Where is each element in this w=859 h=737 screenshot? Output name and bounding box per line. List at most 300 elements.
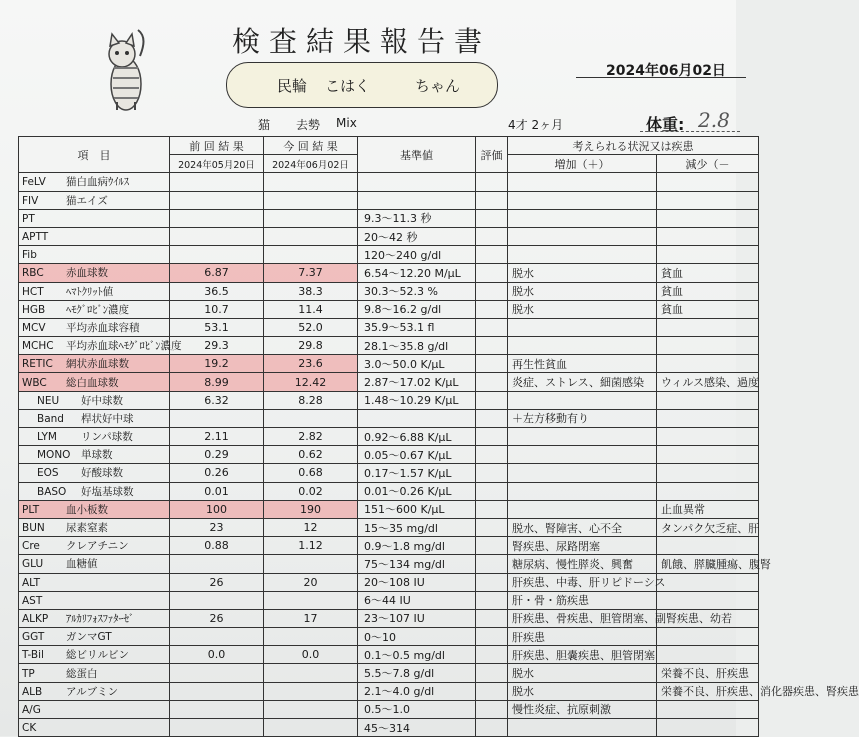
ref-cell <box>358 318 476 336</box>
item-cell <box>19 373 170 391</box>
item-name: 総蛋白 <box>66 667 98 680</box>
decrease-cell <box>657 464 759 482</box>
table-row <box>19 719 759 737</box>
ref-range: 35.9～53.1 <box>364 321 424 335</box>
eval-cell <box>476 664 508 682</box>
item-cell <box>19 446 170 464</box>
ref-cell <box>358 664 476 682</box>
ref-cell <box>358 428 476 446</box>
ref-cell <box>358 209 476 227</box>
prev-value: 100 <box>206 502 227 516</box>
item-abbr: GLU <box>22 558 44 571</box>
patient-breed: Mix <box>336 116 357 130</box>
curr-value-cell <box>264 300 358 318</box>
ref-range: 151～600 <box>364 503 417 517</box>
item-abbr: MCV <box>22 321 46 334</box>
item-cell <box>19 628 170 646</box>
ref-unit: g/dl <box>427 339 449 353</box>
item-cell <box>19 591 170 609</box>
prev-value-cell <box>170 446 264 464</box>
increase-cell <box>508 664 657 682</box>
item-cell <box>19 246 170 264</box>
increase-cell <box>508 391 657 409</box>
item-cell <box>19 191 170 209</box>
ref-cell <box>358 537 476 555</box>
increase-cell <box>508 682 657 700</box>
table-row <box>19 209 759 227</box>
prev-value-cell <box>170 173 264 191</box>
prev-value-cell <box>170 409 264 427</box>
table-row <box>19 246 759 264</box>
decrease-cell <box>657 719 759 737</box>
decrease-note: ウィルス感染、過度 <box>661 376 760 390</box>
curr-value-cell <box>264 391 358 409</box>
ref-cell <box>358 719 476 737</box>
prev-value-cell <box>170 646 264 664</box>
curr-value-cell <box>264 282 358 300</box>
prev-value-cell <box>170 682 264 700</box>
item-cell <box>19 682 170 700</box>
header-prev: 前 回 結 果 <box>170 137 264 155</box>
decrease-note: 貧血 <box>661 285 683 299</box>
curr-value-cell <box>264 446 358 464</box>
prev-value-cell <box>170 537 264 555</box>
item-name: 猫エイズ <box>66 194 108 207</box>
item-abbr: PT <box>22 212 35 225</box>
ref-unit: K/μL <box>427 430 452 444</box>
header-curr: 今 回 結 果 <box>264 137 358 155</box>
item-cell <box>19 609 170 627</box>
prev-value: 0.01 <box>204 484 229 498</box>
increase-cell <box>508 719 657 737</box>
eval-cell <box>476 500 508 518</box>
prev-value-cell <box>170 428 264 446</box>
decrease-cell <box>657 282 759 300</box>
table-row <box>19 500 759 518</box>
ref-range: 28.1～35.8 <box>364 339 424 353</box>
prev-value-cell <box>170 700 264 718</box>
ref-cell <box>358 282 476 300</box>
decrease-cell <box>657 428 759 446</box>
ref-unit: K/μL <box>434 376 459 390</box>
ref-range: 6.54～12.20 <box>364 266 431 280</box>
increase-cell <box>508 591 657 609</box>
eval-cell <box>476 428 508 446</box>
decrease-cell <box>657 264 759 282</box>
curr-value-cell <box>264 700 358 718</box>
eval-cell <box>476 391 508 409</box>
increase-cell <box>508 428 657 446</box>
curr-value-cell <box>264 337 358 355</box>
increase-note: 肝疾患、骨疾患、胆管閉塞、副腎疾患、幼若 <box>512 612 732 626</box>
curr-value-cell <box>264 555 358 573</box>
table-row <box>19 264 759 282</box>
patient-name: こはく <box>325 77 371 95</box>
prev-value: 0.26 <box>204 466 229 480</box>
ref-cell <box>358 409 476 427</box>
item-cell <box>19 500 170 518</box>
header-item: 項 目 <box>19 137 170 173</box>
item-name: 好中球数 <box>81 394 123 407</box>
eval-cell <box>476 537 508 555</box>
weight-underline <box>640 131 740 132</box>
item-abbr: CK <box>22 722 37 735</box>
ref-range: 0.1～0.5 <box>364 648 410 662</box>
curr-value: 0.02 <box>298 484 323 498</box>
patient-name-box <box>226 62 498 108</box>
prev-value-cell <box>170 719 264 737</box>
item-abbr: ALT <box>22 576 41 589</box>
item-abbr: RBC <box>22 267 44 280</box>
ref-range: 45～314 <box>364 721 410 735</box>
item-name: 総白血球数 <box>66 376 119 389</box>
curr-value: 8.28 <box>298 393 323 407</box>
prev-value: 8.99 <box>204 375 229 389</box>
eval-cell <box>476 555 508 573</box>
ref-unit: K/μL <box>427 448 452 462</box>
ref-range: 15～35 <box>364 521 403 535</box>
curr-value: 2.82 <box>298 430 323 444</box>
ref-cell <box>358 700 476 718</box>
ref-cell <box>358 464 476 482</box>
ref-cell <box>358 591 476 609</box>
increase-cell <box>508 555 657 573</box>
curr-value: 52.0 <box>298 320 323 334</box>
increase-cell <box>508 482 657 500</box>
results-table <box>18 136 859 737</box>
decrease-cell <box>657 173 759 191</box>
increase-note: 脱水 <box>512 266 534 280</box>
prev-value-cell <box>170 282 264 300</box>
item-cell <box>19 264 170 282</box>
item-abbr: WBC <box>22 376 47 389</box>
decrease-cell <box>657 537 759 555</box>
prev-value-cell <box>170 373 264 391</box>
decrease-cell <box>657 628 759 646</box>
prev-value-cell <box>170 391 264 409</box>
increase-cell <box>508 518 657 536</box>
ref-unit: g/dl <box>420 303 442 317</box>
decrease-note: 飢餓、膵臓腫瘍、腹腎 <box>661 557 771 571</box>
item-cell <box>19 391 170 409</box>
ref-cell <box>358 609 476 627</box>
ref-range: 0.9～1.8 <box>364 539 410 553</box>
item-name: リンパ球数 <box>81 431 133 444</box>
ref-cell <box>358 482 476 500</box>
prev-value: 29.3 <box>204 339 229 353</box>
prev-value: 36.5 <box>204 284 229 298</box>
curr-value-cell <box>264 355 358 373</box>
decrease-cell <box>657 191 759 209</box>
prev-value-cell <box>170 246 264 264</box>
table-row <box>19 446 759 464</box>
decrease-cell <box>657 446 759 464</box>
ref-unit: K/μL <box>420 357 445 371</box>
item-cell <box>19 409 170 427</box>
item-abbr: BASO <box>37 485 67 498</box>
ref-cell <box>358 355 476 373</box>
ref-range: 0.17～1.57 <box>364 466 424 480</box>
table-row <box>19 664 759 682</box>
header-increase: 増加（＋） <box>508 155 657 173</box>
eval-cell <box>476 209 508 227</box>
table-row <box>19 391 759 409</box>
prev-value-cell <box>170 300 264 318</box>
curr-value-cell <box>264 682 358 700</box>
item-abbr: RETIC <box>22 358 53 371</box>
increase-note: 肝疾患 <box>512 630 545 644</box>
increase-cell <box>508 646 657 664</box>
ref-range: 20～108 <box>364 576 410 590</box>
item-cell <box>19 428 170 446</box>
item-cell <box>19 227 170 245</box>
ref-range: 2.1～4.0 <box>364 685 410 699</box>
ref-unit: % <box>427 285 438 299</box>
item-abbr: Fib <box>22 249 37 262</box>
ref-range: 0.01～0.26 <box>364 485 424 499</box>
decrease-cell <box>657 646 759 664</box>
item-abbr: MONO <box>37 449 71 462</box>
item-abbr: Cre <box>22 540 40 553</box>
item-cell <box>19 209 170 227</box>
curr-value-cell <box>264 646 358 664</box>
item-abbr: GGT <box>22 631 45 644</box>
item-cell <box>19 282 170 300</box>
patient-species: 猫 <box>258 118 271 132</box>
increase-note: 再生性貧血 <box>512 357 567 371</box>
ref-range: 9.3～11.3 <box>364 212 417 226</box>
item-name: アルブミン <box>66 685 119 698</box>
prev-value-cell <box>170 628 264 646</box>
curr-value: 0.68 <box>298 466 323 480</box>
prev-value-cell <box>170 264 264 282</box>
item-abbr: HCT <box>22 285 44 298</box>
item-name: ガンマGT <box>66 631 112 644</box>
header-eval: 評価 <box>476 137 508 173</box>
increase-note: 脱水 <box>512 285 534 299</box>
increase-cell <box>508 409 657 427</box>
table-row <box>19 482 759 500</box>
curr-value: 29.8 <box>298 339 323 353</box>
curr-value: 12 <box>303 521 318 535</box>
table-row <box>19 300 759 318</box>
decrease-note: 止血異常 <box>661 503 705 517</box>
decrease-cell <box>657 555 771 573</box>
increase-cell <box>508 300 657 318</box>
eval-cell <box>476 227 508 245</box>
prev-value-cell <box>170 209 264 227</box>
item-name: ﾍﾏﾄｸﾘｯﾄ値 <box>66 285 114 298</box>
decrease-cell <box>657 573 759 591</box>
item-cell <box>19 700 170 718</box>
decrease-cell <box>657 300 759 318</box>
increase-note: 糖尿病、慢性膵炎、興奮 <box>512 557 633 571</box>
item-abbr: Band <box>37 412 64 425</box>
increase-cell <box>508 609 732 627</box>
item-abbr: PLT <box>22 503 40 516</box>
curr-value: 11.4 <box>298 302 323 316</box>
curr-value-cell <box>264 209 358 227</box>
decrease-cell <box>657 482 759 500</box>
decrease-cell <box>657 355 759 373</box>
item-name: ｱﾙｶﾘﾌｫｽﾌｧﾀｰｾﾞ <box>66 612 135 625</box>
ref-cell <box>358 173 476 191</box>
increase-note: 脱水、腎障害、心不全 <box>512 521 622 535</box>
curr-value-cell <box>264 191 358 209</box>
prev-value-cell <box>170 227 264 245</box>
increase-note: 炎症、ストレス、細菌感染 <box>512 376 644 390</box>
header-curr-date: 2024年06月02日 <box>264 155 358 173</box>
eval-cell <box>476 573 508 591</box>
ref-unit: IU <box>413 612 425 626</box>
prev-value-cell <box>170 518 264 536</box>
ref-cell <box>358 646 476 664</box>
curr-value: 0.62 <box>298 448 323 462</box>
ref-unit: fl <box>427 321 435 335</box>
increase-note: 脱水 <box>512 303 534 317</box>
prev-value: 26 <box>209 575 224 589</box>
curr-value-cell <box>264 664 358 682</box>
increase-cell <box>508 500 657 518</box>
increase-note: 脱水 <box>512 667 534 681</box>
prev-value-cell <box>170 318 264 336</box>
table-row <box>19 573 759 591</box>
ref-unit: g/dl <box>413 685 435 699</box>
decrease-cell <box>657 591 759 609</box>
item-name: 血小板数 <box>66 503 108 516</box>
curr-value-cell <box>264 246 358 264</box>
decrease-cell <box>657 318 759 336</box>
table-row <box>19 428 759 446</box>
increase-cell <box>508 209 657 227</box>
table-row <box>19 227 759 245</box>
ref-unit: g/dl <box>420 248 442 262</box>
ref-range: 3.0～50.0 <box>364 357 417 371</box>
item-abbr: BUN <box>22 522 45 535</box>
item-abbr: TP <box>22 667 35 680</box>
increase-cell <box>508 337 657 355</box>
ref-range: 0.92～6.88 <box>364 430 424 444</box>
prev-value-cell <box>170 500 264 518</box>
table-row <box>19 409 759 427</box>
item-abbr: FeLV <box>22 176 46 189</box>
ref-unit: M/μL <box>434 266 461 280</box>
header-ref: 基準値 <box>358 137 476 173</box>
increase-cell <box>508 246 657 264</box>
prev-value-cell <box>170 664 264 682</box>
decrease-cell <box>657 700 759 718</box>
table-row <box>19 173 759 191</box>
table-row <box>19 646 759 664</box>
ref-unit: mg/dl <box>406 521 438 535</box>
eval-cell <box>476 646 508 664</box>
date-underline <box>576 77 746 78</box>
ref-range: 2.87～17.02 <box>364 376 431 390</box>
curr-value: 20 <box>303 575 318 589</box>
curr-value: 1.12 <box>298 539 323 553</box>
cat-illustration-icon <box>100 26 152 114</box>
item-cell <box>19 537 170 555</box>
eval-cell <box>476 482 508 500</box>
item-abbr: LYM <box>37 431 57 444</box>
patient-name-suffix: ちゃん <box>415 77 461 95</box>
item-abbr: T-Bil <box>22 649 44 662</box>
ref-cell <box>358 555 476 573</box>
ref-cell <box>358 518 476 536</box>
eval-cell <box>476 409 508 427</box>
item-abbr: A/G <box>22 703 41 716</box>
report-title: 検査結果報告書 <box>232 25 492 58</box>
ref-cell <box>358 300 476 318</box>
curr-value-cell <box>264 264 358 282</box>
decrease-cell <box>657 246 759 264</box>
prev-value-cell <box>170 191 264 209</box>
decrease-cell <box>657 391 759 409</box>
prev-value-cell <box>170 482 264 500</box>
item-abbr: ALKP <box>22 612 49 625</box>
ref-range: 75～134 <box>364 557 410 571</box>
table-row <box>19 518 759 536</box>
curr-value-cell <box>264 609 358 627</box>
prev-value: 6.32 <box>204 393 229 407</box>
item-name: 平均赤血球ﾍﾓｸﾞﾛﾋﾞﾝ濃度 <box>66 340 182 353</box>
item-abbr: NEU <box>37 394 60 407</box>
ref-range: 6～44 <box>364 594 396 608</box>
eval-cell <box>476 300 508 318</box>
curr-value: 12.42 <box>294 375 327 389</box>
table-row <box>19 591 759 609</box>
item-cell <box>19 318 170 336</box>
item-abbr: HGB <box>22 303 46 316</box>
prev-value: 26 <box>209 611 224 625</box>
decrease-note: 貧血 <box>661 303 683 317</box>
increase-note: 脱水 <box>512 685 534 699</box>
prev-value-cell <box>170 355 264 373</box>
prev-value: 0.88 <box>204 539 229 553</box>
eval-cell <box>476 628 508 646</box>
ref-unit: K/μL <box>427 485 452 499</box>
patient-family-name: 民輪 <box>277 77 308 95</box>
item-abbr: MCHC <box>22 340 54 353</box>
curr-value: 23.6 <box>298 357 323 371</box>
item-cell <box>19 555 170 573</box>
decrease-note: 栄養不良、肝疾患、消化器疾患、腎疾患 <box>661 685 859 699</box>
curr-value: 7.37 <box>298 266 323 280</box>
ref-unit: 秒 <box>406 230 418 244</box>
decrease-cell <box>657 373 759 391</box>
item-name: 総ビリルビン <box>66 649 129 662</box>
item-cell <box>19 482 170 500</box>
item-cell <box>19 464 170 482</box>
curr-value-cell <box>264 464 358 482</box>
item-cell <box>19 518 170 536</box>
ref-cell <box>358 500 476 518</box>
table-row <box>19 682 759 700</box>
ref-range: 20～42 <box>364 230 403 244</box>
prev-value-cell <box>170 609 264 627</box>
ref-range: 1.48～10.29 <box>364 394 431 408</box>
table-row <box>19 464 759 482</box>
increase-note: 慢性炎症、抗原刺激 <box>512 703 611 717</box>
prev-value-cell <box>170 337 264 355</box>
increase-cell <box>508 318 657 336</box>
prev-value: 2.11 <box>204 430 229 444</box>
curr-value-cell <box>264 537 358 555</box>
item-name: ﾍﾓｸﾞﾛﾋﾞﾝ濃度 <box>66 303 129 316</box>
item-abbr: EOS <box>37 467 59 480</box>
ref-range: 30.3～52.3 <box>364 285 424 299</box>
ref-cell <box>358 682 476 700</box>
